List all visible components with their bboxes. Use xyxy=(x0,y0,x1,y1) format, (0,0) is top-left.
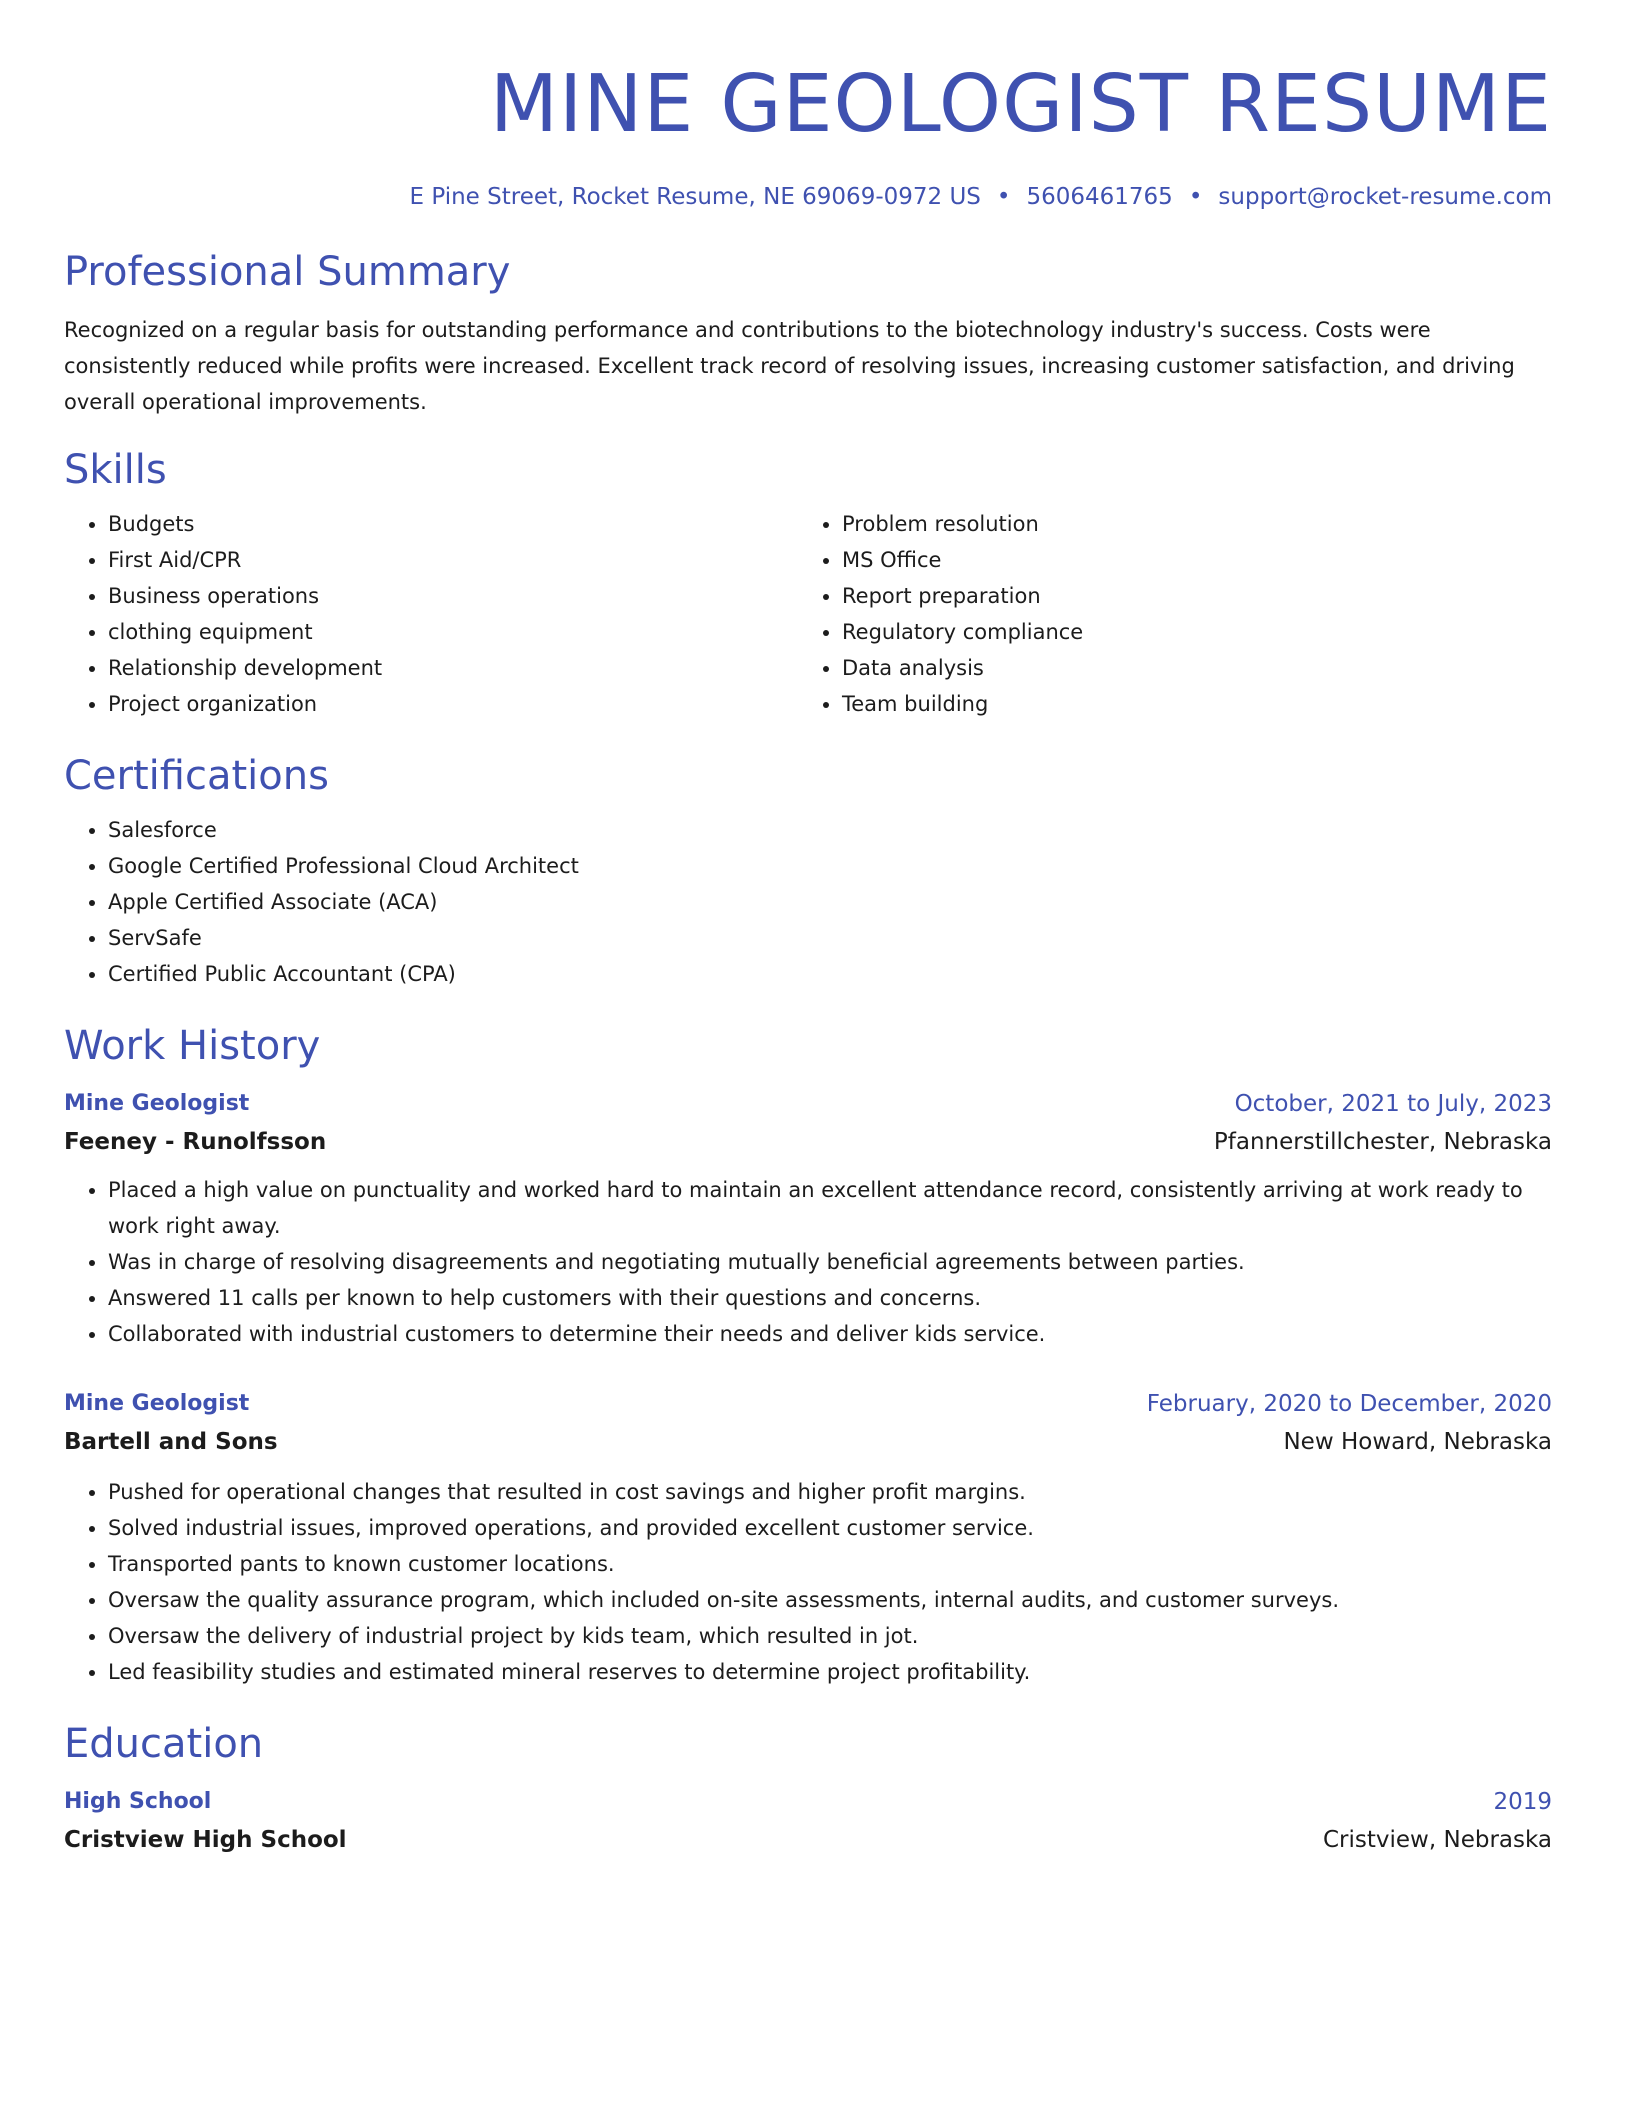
contact-line xyxy=(64,182,1552,212)
certifications-heading: Certifications xyxy=(64,753,329,799)
skills-section xyxy=(64,446,1552,722)
job-dates: February, 2020 to December, 2020 xyxy=(1146,1391,1552,1417)
job-bullet: • Oversaw the delivery of industrial project by kids team, which resulted in jot. xyxy=(108,1618,1552,1654)
education-heading: Education xyxy=(64,1721,264,1767)
skill-item: • Report preparation xyxy=(842,578,1532,614)
job-bullet: • Oversaw the quality assurance program, which included on-site assessments, internal audits, and customer surveys. xyxy=(108,1582,1552,1618)
job-location: Pfannerstillchester, Nebraska xyxy=(1213,1129,1552,1155)
skill-item: • Business operations xyxy=(108,578,798,614)
certification-item: • Apple Certified Associate (ACA) xyxy=(108,884,1552,920)
resume-title: MINE GEOLOGIST RESUME xyxy=(489,58,1552,150)
job-location: New Howard, Nebraska xyxy=(1283,1429,1552,1455)
resume-page xyxy=(64,0,1552,1860)
certification-item: • Google Certified Professional Cloud Architect xyxy=(108,848,1552,884)
certifications-section xyxy=(64,752,1552,992)
summary-text: Recognized on a regular basis for outstanding performance and contributions to the biotechnology industry's success. Costs were consistently reduced while profits were increased. Excellent track record of resolving issues, increasing customer satisfaction, and driving overall operational improvements. xyxy=(64,318,1515,414)
job-bullet: • Answered 11 calls per known to help customers with their questions and concerns. xyxy=(108,1280,1552,1316)
skills-heading: Skills xyxy=(64,447,167,493)
job-bullet: • Pushed for operational changes that resulted in cost savings and higher profit margins. xyxy=(108,1474,1552,1510)
job-bullets xyxy=(64,1474,1552,1690)
job-bullet: • Led feasibility studies and estimated mineral reserves to determine project profitability. xyxy=(108,1654,1552,1690)
certification-item: • Certified Public Accountant (CPA) xyxy=(108,956,1552,992)
skills-right-list xyxy=(798,506,1532,722)
contact-phone: 5606461765 xyxy=(1026,184,1173,210)
job-entry xyxy=(64,1386,1552,1690)
skill-item: • clothing equipment xyxy=(108,614,798,650)
skill-item: • MS Office xyxy=(842,542,1532,578)
skill-item: • Problem resolution xyxy=(842,506,1532,542)
education-header-row xyxy=(64,1784,1552,1820)
job-company-row xyxy=(64,1122,1552,1162)
education-school: Cristview High School xyxy=(64,1827,347,1853)
education-year: 2019 xyxy=(1493,1789,1552,1815)
certifications-list xyxy=(64,812,1552,992)
job-bullet: • Transported pants to known customer locations. xyxy=(108,1546,1552,1582)
skills-left-list xyxy=(64,506,798,722)
skill-item: • Team building xyxy=(842,686,1532,722)
summary-section xyxy=(64,248,1552,420)
education-entry xyxy=(64,1784,1552,1860)
education-location: Cristview, Nebraska xyxy=(1323,1827,1552,1853)
job-company: Bartell and Sons xyxy=(64,1429,278,1455)
certification-item: • Salesforce xyxy=(108,812,1552,848)
work-history-section xyxy=(64,1022,1552,1690)
education-degree: High School xyxy=(64,1789,212,1814)
job-header-row xyxy=(64,1086,1552,1122)
job-bullets xyxy=(64,1172,1552,1352)
job-entry xyxy=(64,1086,1552,1352)
summary-heading: Professional Summary xyxy=(64,249,511,295)
skills-left-column xyxy=(64,506,798,722)
work-history-heading: Work History xyxy=(64,1023,321,1069)
job-header-row xyxy=(64,1386,1552,1422)
job-company: Feeney - Runolfsson xyxy=(64,1129,327,1155)
contact-address: E Pine Street, Rocket Resume, NE 69069-0972 US xyxy=(409,184,981,210)
skill-item: • First Aid/CPR xyxy=(108,542,798,578)
job-bullet: • Was in charge of resolving disagreements and negotiating mutually beneficial agreements between parties. xyxy=(108,1244,1552,1280)
skill-item: • Relationship development xyxy=(108,650,798,686)
skill-item: • Data analysis xyxy=(842,650,1532,686)
job-title: Mine Geologist xyxy=(64,1391,250,1416)
skills-right-column xyxy=(798,506,1532,722)
job-bullet: • Solved industrial issues, improved operations, and provided excellent customer service. xyxy=(108,1510,1552,1546)
job-bullet: • Collaborated with industrial customers to determine their needs and deliver kids service. xyxy=(108,1316,1552,1352)
contact-separator: • xyxy=(996,184,1011,210)
education-section xyxy=(64,1720,1552,1860)
contact-email[interactable]: support@rocket-resume.com xyxy=(1218,184,1552,210)
job-dates: October, 2021 to July, 2023 xyxy=(1234,1091,1552,1117)
job-bullet: • Placed a high value on punctuality and worked hard to maintain an excellent attendance record, consistently arriving at work ready to work right away. xyxy=(108,1172,1552,1244)
job-title: Mine Geologist xyxy=(64,1091,250,1116)
contact-separator: • xyxy=(1188,184,1203,210)
education-school-row xyxy=(64,1820,1552,1860)
certification-item: • ServSafe xyxy=(108,920,1552,956)
skills-columns xyxy=(64,506,1552,722)
skill-item: • Regulatory compliance xyxy=(842,614,1532,650)
job-company-row xyxy=(64,1422,1552,1462)
skill-item: • Project organization xyxy=(108,686,798,722)
skill-item: • Budgets xyxy=(108,506,798,542)
